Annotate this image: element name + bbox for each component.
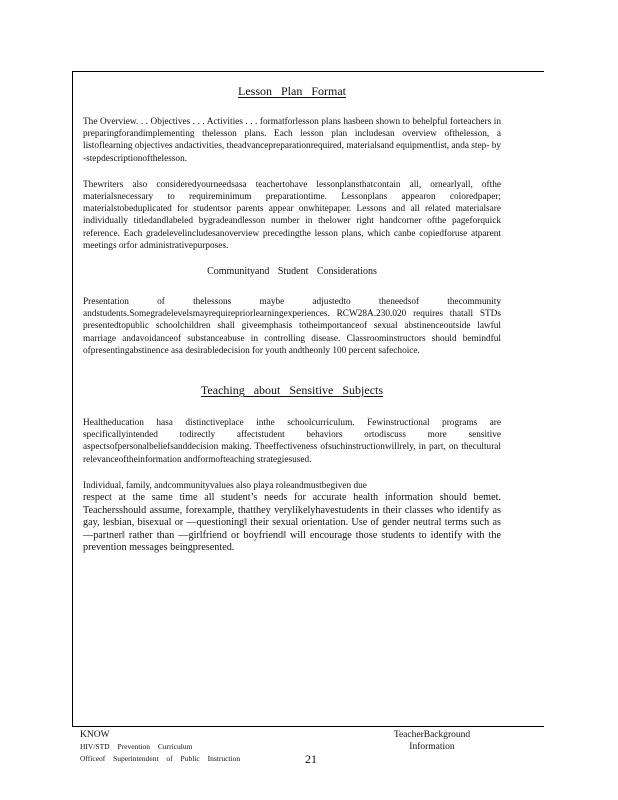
writers-paragraph: Thewriters also consideredyourneedsasa teachertohave lessonplansthatcontain all, ornearlyall, ofthe materialsnecessary to requireminimum preparationtime. Lessonplans appearon coloredpaper; materialstobeduplicated for studentsor parents appear onwhitepaper. Lessons and all related materialsare individually titledandlabeled bygradeandlesson number in thelower right handcorner ofthe pageforquick reference. Each gradelevelincludesanoverview precedingthe lesson plans, which canbe copiedforuse atparent meetings orfor administrativepurposes. [83, 179, 501, 251]
frame-bottom-rule [72, 726, 544, 727]
footer-curriculum: HIV/STD Prevention Curriculum [80, 742, 193, 751]
footer-know: KNOW [80, 730, 110, 740]
spacer [83, 357, 501, 383]
frame-top-rule [72, 71, 544, 72]
spacer [83, 252, 501, 266]
footer-right [372, 729, 492, 753]
footer-information: Information [409, 742, 455, 752]
sensitive-subjects-heading: Teaching about Sensitive Subjects [200, 383, 384, 398]
values-paragraph-line: Individual, family, andcommunityvalues also playa roleandmustbegiven due [83, 480, 367, 491]
values-paragraph: respect at the same time all student’s needs for accurate health information should bemet. Teachersshould assume, forexample, thatthey verylikelyhavestudents in their classes who identify as gay, lesbian, bisexual or ―questioning‖ their sexual orientation. Use of gender neutral terms such as ―partner‖ rather than ―girlfriend or boyfriend‖ will encourage those students to identify with the prevention messages beingpresented. [83, 492, 501, 554]
spacer [83, 165, 501, 179]
page-title: Lesson Plan Format [238, 84, 346, 98]
footer-teacher-background: TeacherBackground [393, 730, 471, 740]
spacer [83, 99, 501, 116]
health-education-paragraph: Healtheducation hasa distinctiveplace inthe schoolcurriculum. Fewinstructional programs are specificallyintended todirectly affectstudent behaviors ortodiscuss more sensitive aspectsofpersonalbeliefsanddecision making. Theeffectiveness ofsuchinstructionwillrely, in part, on thecultural relevanceoftheinformation andformofteaching strategiesused. [83, 418, 501, 465]
spacer [83, 466, 501, 480]
community-subheading: Communityand Student Considerations [207, 266, 377, 278]
presentation-paragraph: Presentation of thelessons maybe adjustedto theneedsof thecommunity andstudents.Somegradelevelsmayrequirepriorlearningexperiences. RCW28A.230.020 requires thatall STDs presentedtopublic schoolchildren shall giveemphasis totheimportanceof sexual abstinenceoutside lawful marriage andavoidanceof substanceabuse in controlling disease. Classroominstructors should bemindful ofpresentingabstinence asa desirabledecision for youth andtheonly 100 percent safechoice. [83, 297, 501, 356]
spacer [83, 398, 501, 417]
spacer [83, 277, 501, 296]
footer-office: Officeof Superintendent of Public Instruction [80, 754, 241, 763]
frame-left-rule [72, 71, 73, 727]
overview-paragraph: The Overview. . . Objectives . . . Activities . . . formatforlesson plans hasbeen shown to behelpful forteachers in preparingforandimplementing thelesson plans. Each lesson plan includesan overview ofthelesson, a listoflearning objectives andactivities, theadvancepreparationrequired, materialsand equipmentlist, anda step- by -stepdescriptionofthelesson. [83, 117, 501, 164]
footer-left [80, 729, 310, 765]
page-content [83, 82, 501, 555]
page-number: 21 [305, 752, 317, 766]
